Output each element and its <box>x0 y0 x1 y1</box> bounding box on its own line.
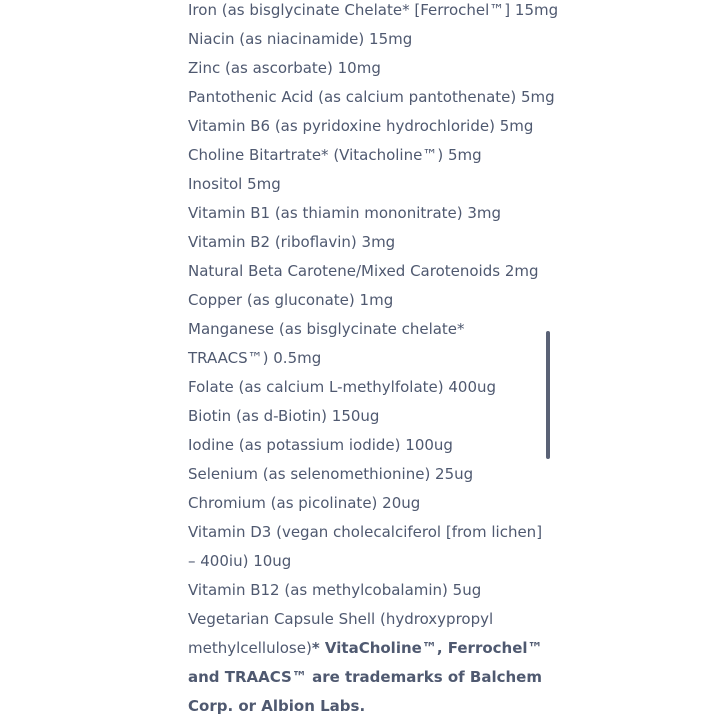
ingredient-item: Folate (as calcium L-methylfolate) 400ug <box>188 378 497 396</box>
ingredient-item: Vitamin B6 (as pyridoxine hydrochloride) 5mg <box>188 117 534 135</box>
ingredient-item: Choline Bitartrate* (Vitacholine™) 5mg <box>188 146 482 164</box>
ingredient-item: Biotin (as d-Biotin) 150ug <box>188 407 380 425</box>
scrollbar-thumb[interactable] <box>546 331 550 459</box>
ingredient-item: Manganese (as bisglycinate chelate* TRAACS™) 0.5mg <box>188 320 465 367</box>
ingredient-item: Vitamin B1 (as thiamin mononitrate) 3mg <box>188 204 502 222</box>
ingredient-item: Vitamin D3 (vegan cholecalciferol [from lichen] – 400iu) 10ug <box>188 523 543 570</box>
trademark-note: * VitaCholine™, Ferrochel™ and TRAACS™ are trademarks of Balchem Corp. or Albion Labs. <box>188 639 543 715</box>
ingredient-item: Iodine (as potassium iodide) 100ug <box>188 436 453 454</box>
ingredient-item: Chromium (as picolinate) 20ug <box>188 494 421 512</box>
ingredient-list <box>188 0 559 721</box>
ingredient-item-text: Vegetarian Capsule Shell (hydroxypropyl methylcellulose) <box>188 610 494 657</box>
ingredient-item: Vitamin B2 (riboflavin) 3mg <box>188 233 396 251</box>
ingredient-item: Niacin (as niacinamide) 15mg <box>188 30 413 48</box>
ingredient-item: Vitamin B12 (as methylcobalamin) 5ug <box>188 581 482 599</box>
ingredient-item: Natural Beta Carotene/Mixed Carotenoids 2mg <box>188 262 539 280</box>
ingredient-item: Iron (as bisglycinate Chelate* [Ferrochel™] 15mg <box>188 1 559 19</box>
ingredient-item: Inositol 5mg <box>188 175 281 193</box>
ingredient-item: Pantothenic Acid (as calcium pantothenate) 5mg <box>188 88 555 106</box>
ingredient-item: Copper (as gluconate) 1mg <box>188 291 394 309</box>
ingredient-item-last <box>188 605 548 721</box>
ingredient-item: Zinc (as ascorbate) 10mg <box>188 59 381 77</box>
ingredient-item: Selenium (as selenomethionine) 25ug <box>188 465 474 483</box>
